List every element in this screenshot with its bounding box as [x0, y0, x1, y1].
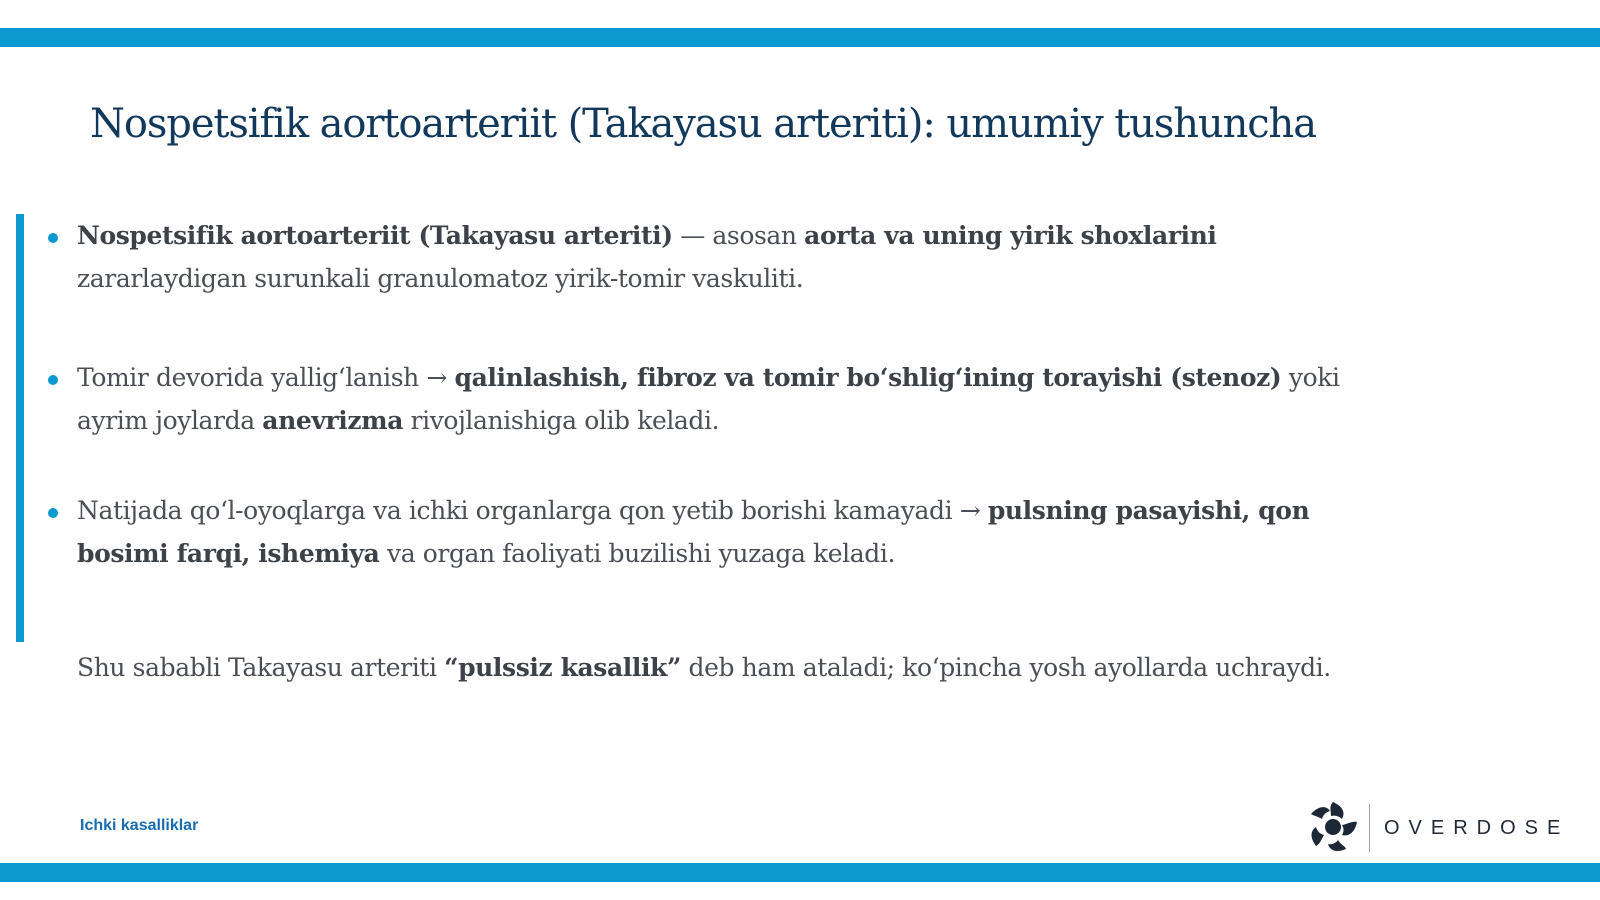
- bullet-1-bold-2: aorta va uning yirik shoxlarini: [804, 221, 1217, 250]
- bullet-dot-1: [48, 233, 58, 243]
- bullet-dot-3: [48, 508, 58, 518]
- summary-note: [77, 646, 1357, 690]
- bullet-item-3: [77, 489, 1357, 575]
- bullet-1-text-2: zararlaydigan surunkali granulomatoz yirik-tomir vaskuliti.: [77, 264, 804, 293]
- bullet-3-text-1: Natijada qo‘l-oyoqlarga va ichki organlarga qon yetib borishi kamayadi →: [77, 496, 988, 525]
- bottom-accent-bar: [0, 863, 1600, 882]
- bullet-2-bold-2: anevrizma: [262, 406, 403, 435]
- logo-divider: [1369, 804, 1370, 852]
- bullet-2-text-3: rivojlanishiga olib keladi.: [403, 406, 720, 435]
- top-accent-bar: [0, 28, 1600, 47]
- bullet-1-bold-1: Nospetsifik aortoarteriit (Takayasu arteriti): [77, 221, 673, 250]
- note-text-1: Shu sababli Takayasu arteriti: [77, 653, 445, 682]
- bullet-3-text-2: va organ faoliyati buzilishi yuzaga keladi.: [379, 539, 896, 568]
- brand-name: OVERDOSE: [1384, 817, 1570, 839]
- bullet-2-bold-1: qalinlashish, fibroz va tomir bo‘shlig‘ining torayishi (stenoz): [454, 363, 1282, 392]
- bullet-dot-2: [48, 375, 58, 385]
- overdose-logo-icon: [1306, 800, 1360, 854]
- bullet-3-bold-1: pulsning pasayishi, qon bosimi farqi, ishemiya: [77, 496, 1310, 568]
- note-bold-1: “pulssiz kasallik”: [444, 653, 681, 682]
- bullet-item-2: [77, 356, 1357, 442]
- bullet-item-1: [77, 214, 1357, 300]
- footer-section-label: Ichki kasalliklar: [80, 817, 199, 834]
- bullet-2-text-1: Tomir devorida yallig‘lanish →: [77, 363, 455, 392]
- note-text-2: deb ham ataladi; ko‘pincha yosh ayollarda uchraydi.: [680, 653, 1331, 682]
- slide-title: Nospetsifik aortoarteriit (Takayasu arteriti): umumiy tushuncha: [90, 101, 1316, 147]
- bullet-1-text-1: — asosan: [672, 221, 805, 250]
- bullet-2-text-2: yoki ayrim joylarda: [77, 363, 1340, 435]
- left-accent-line: [16, 214, 24, 642]
